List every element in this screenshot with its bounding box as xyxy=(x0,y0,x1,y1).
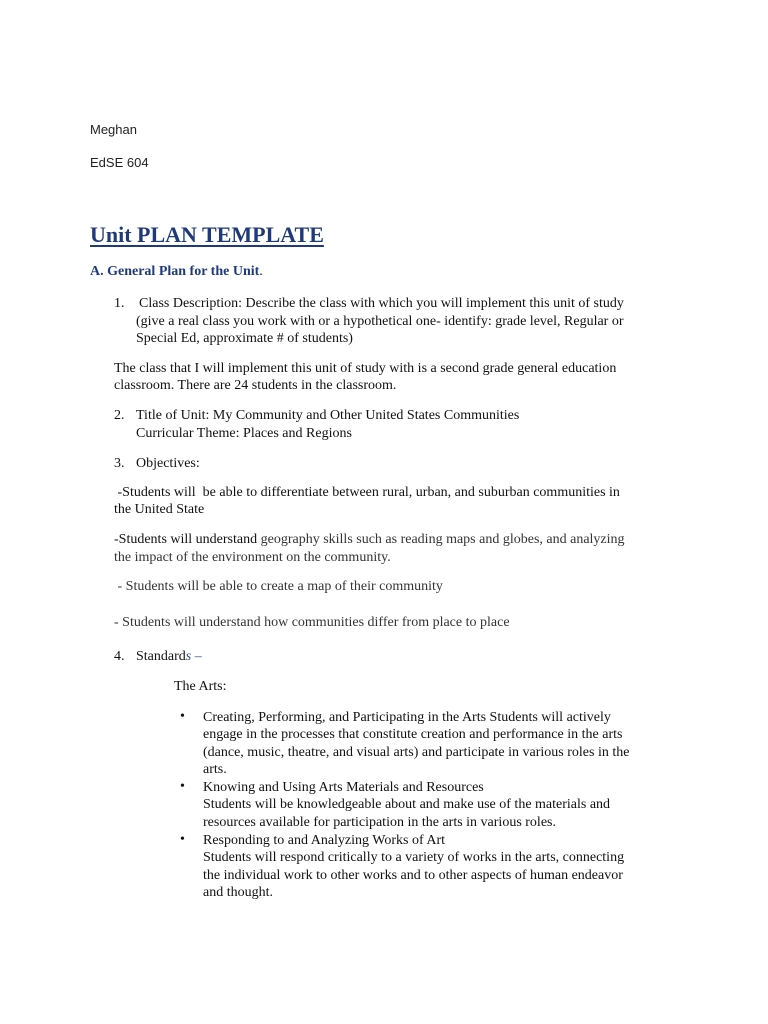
course-code: EdSE 604 xyxy=(90,155,149,170)
objective-4: - Students will understand how communities differ from place to place xyxy=(114,615,510,630)
objective-2-prefix: -Students will understand xyxy=(114,532,261,547)
standards-word: Standard xyxy=(136,649,186,664)
bullet-1-line-2: engage in the processes that constitute creation and performance in the arts xyxy=(203,727,623,742)
bullet-2-glyph: • xyxy=(180,779,185,794)
bullet-2-line-3: resources available for participation in the arts in various roles. xyxy=(203,815,556,830)
bullet-3-line-2: Students will respond critically to a variety of works in the arts, connecting xyxy=(203,850,625,865)
objective-3: - Students will be able to create a map of their community xyxy=(114,579,443,594)
class-answer-line-2: classroom. There are 24 students in the classroom. xyxy=(114,378,397,393)
objectives-label: Objectives: xyxy=(136,456,200,471)
bullet-1-glyph: • xyxy=(180,709,185,724)
bullet-3-line-3: the individual work to other works and to other aspects of human endeavor xyxy=(203,868,623,883)
objective-2-line-2: the impact of the environment on the community. xyxy=(114,550,391,565)
bullet-3-line-1: Responding to and Analyzing Works of Art xyxy=(203,833,446,848)
item-1-line-2: (give a real class you work with or a hypothetical one- identify: grade level, Regular or xyxy=(136,314,624,329)
item-1-line-1: Class Description: Describe the class with which you will implement this unit of study xyxy=(139,296,624,311)
class-answer-line-1: The class that I will implement this unit of study with is a second grade general education xyxy=(114,361,617,376)
item-1-line-3: Special Ed, approximate # of students) xyxy=(136,331,353,346)
section-a-heading xyxy=(90,264,263,280)
curricular-theme: Curricular Theme: Places and Regions xyxy=(136,426,352,441)
item-3-number: 3. xyxy=(114,456,125,471)
bullet-3-glyph: • xyxy=(180,832,185,847)
section-a-label: A. General Plan for the Unit xyxy=(90,264,260,279)
objective-2-line-1 xyxy=(114,531,625,549)
standards-s: s xyxy=(185,649,192,664)
bullet-2-line-1: Knowing and Using Arts Materials and Resources xyxy=(203,780,484,795)
objective-2-rest: geography skills such as reading maps and globes, and analyzing xyxy=(260,532,625,547)
item-2-number: 2. xyxy=(114,408,125,423)
bullet-1-line-1: Creating, Performing, and Participating in the Arts Students will actively xyxy=(203,710,611,725)
section-a-period: . xyxy=(259,264,263,279)
bullet-1-line-4: arts. xyxy=(203,762,227,777)
item-4-number: 4. xyxy=(114,649,125,664)
author-name: Meghan xyxy=(90,122,137,137)
arts-label: The Arts: xyxy=(174,679,227,694)
page-title: Unit PLAN TEMPLATE xyxy=(90,222,324,247)
unit-title: Title of Unit: My Community and Other United States Communities xyxy=(136,408,520,423)
bullet-2-line-2: Students will be knowledgeable about and make use of the materials and xyxy=(203,797,611,812)
standards-dash: – xyxy=(191,649,202,664)
item-1-number: 1. xyxy=(114,296,125,311)
objective-1-line-1: -Students will be able to differentiate between rural, urban, and suburban communities in xyxy=(114,485,620,500)
bullet-3-line-4: and thought. xyxy=(203,885,273,900)
bullet-1-line-3: (dance, music, theatre, and visual arts) and participate in various roles in the xyxy=(203,745,630,760)
standards-label xyxy=(136,648,202,666)
objective-1-line-2: the United State xyxy=(114,502,205,517)
